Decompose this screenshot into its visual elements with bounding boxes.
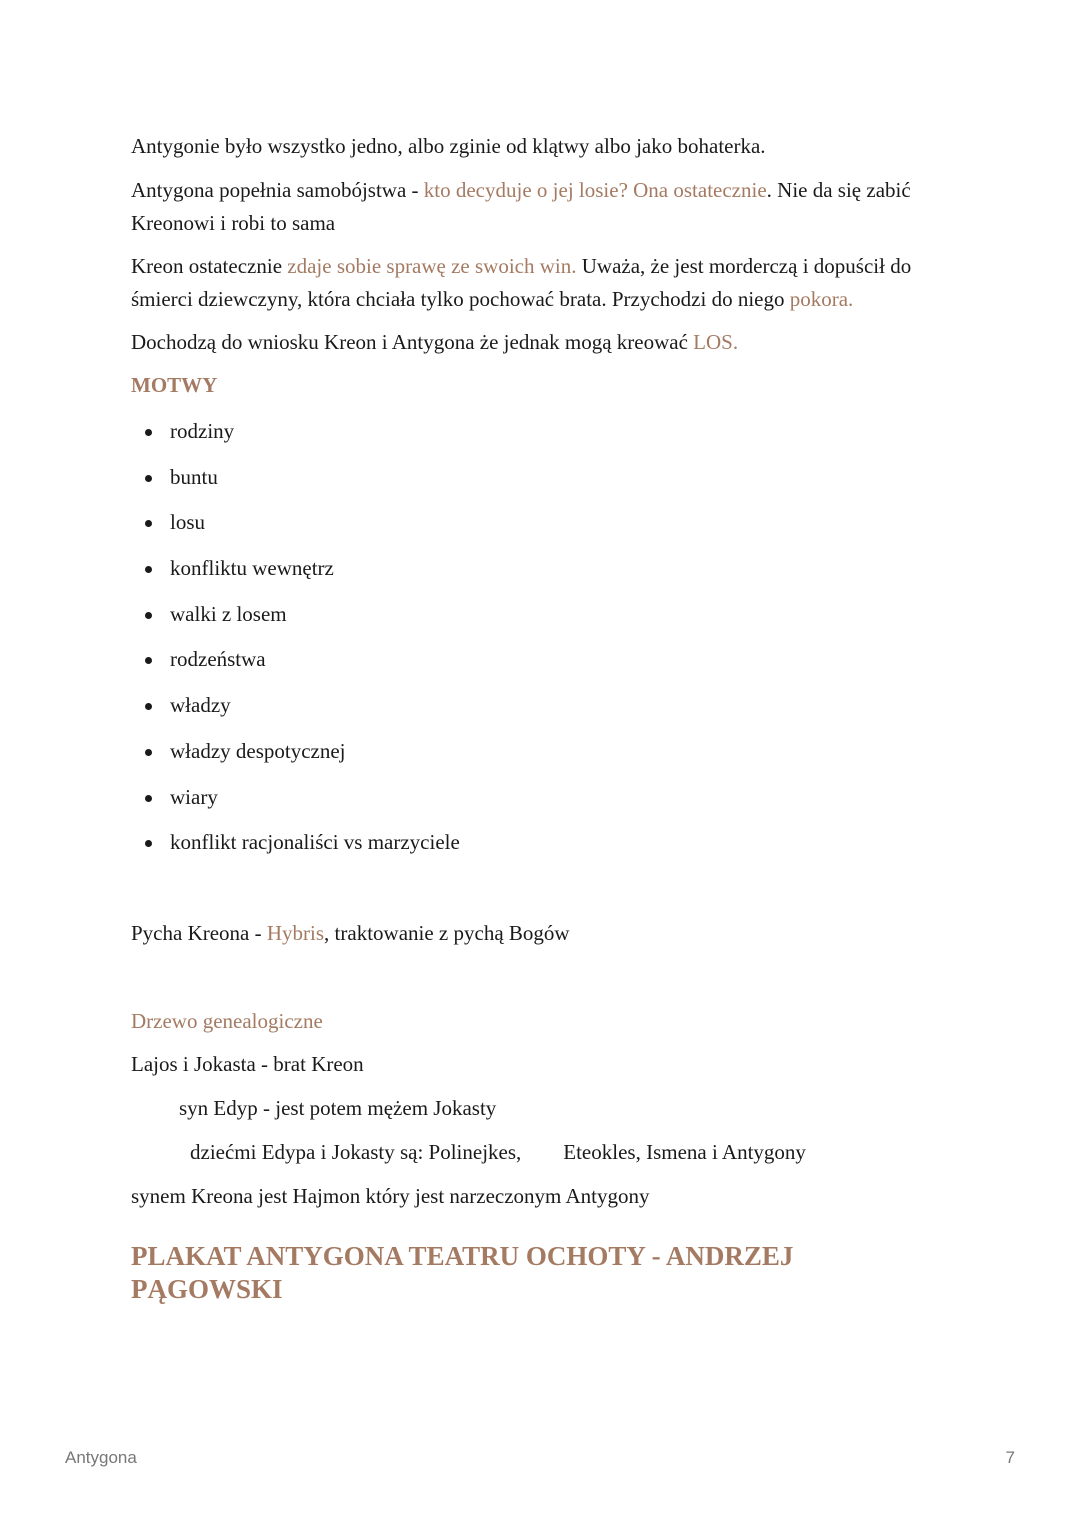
family-tree-line: synem Kreona jest Hajmon który jest narzeczonym Antygony bbox=[131, 1184, 650, 1208]
list-item: rodzeństwa bbox=[131, 643, 961, 689]
family-tree-line: Lajos i Jokasta - brat Kreon bbox=[131, 1052, 364, 1076]
list-item: buntu bbox=[131, 461, 961, 507]
footer-document-title: Antygona bbox=[65, 1448, 137, 1467]
family-tree-line: dziećmi Edypa i Jokasty są: Polinejkes, Eteokles, Ismena i Antygony bbox=[190, 1140, 806, 1164]
list-item: rodziny bbox=[131, 415, 961, 461]
list-item: konfliktu wewnętrz bbox=[131, 552, 961, 598]
list-item: losu bbox=[131, 506, 961, 552]
highlighted-text: Hybris bbox=[266, 921, 325, 945]
list-item: władzy bbox=[131, 689, 961, 735]
motwy-list bbox=[131, 415, 961, 872]
paragraph-los bbox=[131, 326, 961, 359]
plakat-heading: PLAKAT ANTYGONA TEATRU OCHOTY - ANDRZEJ PĄGOWSKI bbox=[131, 1241, 794, 1304]
highlighted-text: kto decyduje o jej losie? Ona ostatecznie bbox=[423, 178, 767, 202]
paragraph-samobojstwo bbox=[131, 174, 961, 240]
paragraph-kreon bbox=[131, 250, 961, 316]
paragraph-text: , traktowanie z pychą Bogów bbox=[324, 921, 570, 945]
list-item: konflikt racjonaliści vs marzyciele bbox=[131, 826, 961, 872]
paragraph-text: Dochodzą do wniosku Kreon i Antygona że jednak mogą kreować bbox=[131, 330, 694, 354]
family-tree-line: syn Edyp - jest potem mężem Jokasty bbox=[179, 1096, 497, 1120]
paragraph-text: . Nie da się zabić Kreonowi i robi to sama bbox=[131, 178, 911, 235]
highlighted-text: pokora. bbox=[789, 287, 854, 311]
paragraph-text: Kreon ostatecznie bbox=[131, 254, 288, 278]
paragraph-antygonie: Antygonie było wszystko jedno, albo zginie od klątwy albo jako bohaterka. bbox=[131, 134, 766, 158]
list-item: wiary bbox=[131, 781, 961, 827]
highlighted-text: LOS. bbox=[693, 330, 739, 354]
paragraph-hybris bbox=[131, 917, 570, 950]
list-item: walki z losem bbox=[131, 598, 961, 644]
highlighted-text: zdaje sobie sprawę ze swoich win. bbox=[287, 254, 577, 278]
footer-page-number: 7 bbox=[1005, 1448, 1015, 1467]
paragraph-text: Uważa, że jest morderczą i dopuścił do śmierci dziewczyny, która chciała tylko pochować brata. Przychodzi do niego bbox=[131, 254, 912, 311]
motwy-heading: MOTWY bbox=[131, 373, 218, 397]
paragraph-text: Antygona popełnia samobójstwa - bbox=[131, 178, 424, 202]
family-tree-heading: Drzewo genealogiczne bbox=[131, 1009, 323, 1033]
page-content bbox=[131, 130, 961, 1304]
paragraph-text: Pycha Kreona - bbox=[131, 921, 267, 945]
list-item: władzy despotycznej bbox=[131, 735, 961, 781]
family-tree bbox=[131, 1048, 961, 1224]
